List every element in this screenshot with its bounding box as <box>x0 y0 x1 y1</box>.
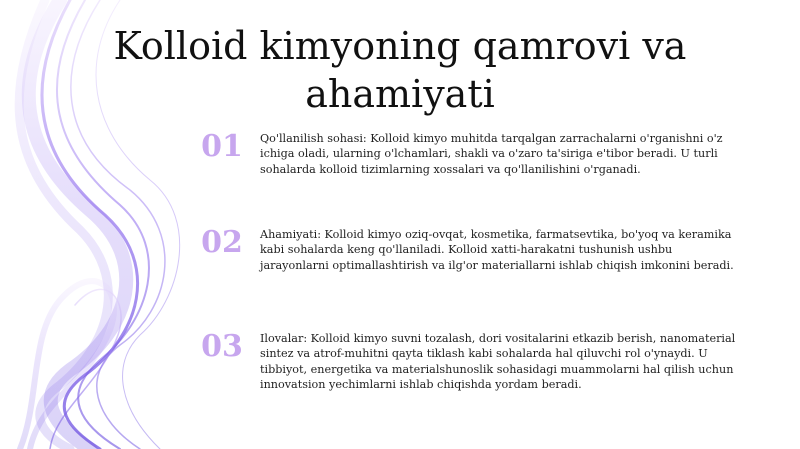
item-text: Qo'llanilish sohasi: Kolloid kimyo muhitda tarqalgan zarrachalarni o'rganishni o'z ichiga oladi, ularning o'lchamlari, shakli va o'zaro ta'siriga e'tibor beradi. U turli sohalarda kolloid tizimlarning xossalari va qo'llanilishini o'rganadi. <box>260 132 723 176</box>
item-number: 03 <box>201 329 243 364</box>
item-number: 01 <box>201 129 243 164</box>
item-text: Ahamiyati: Kolloid kimyo oziq-ovqat, kosmetika, farmatsevtika, bo'yoq va keramika kabi sohalarda keng qo'llaniladi. Kolloid xatti-harakatni tushunish ushbu jarayonlarni optimallashtirish va ilg'or materiallarni ishlab chiqish imkonini beradi. <box>260 228 734 272</box>
item-number: 02 <box>201 225 243 260</box>
slide-title: Kolloid kimyoning qamrovi va ahamiyati <box>113 24 687 116</box>
item-text: Ilovalar: Kolloid kimyo suvni tozalash, dori vositalarini etkazib berish, nanomaterial sintez va atrof-muhitni qayta tiklash kabi sohalarda hal qiluvchi rol o'ynaydi. U tibbiyot, energetika va materialshunoslik sohasidagi muammolarni hal qilish uchun innovatsion yechimlarni ishlab chiqishda yordam beradi. <box>260 332 736 392</box>
